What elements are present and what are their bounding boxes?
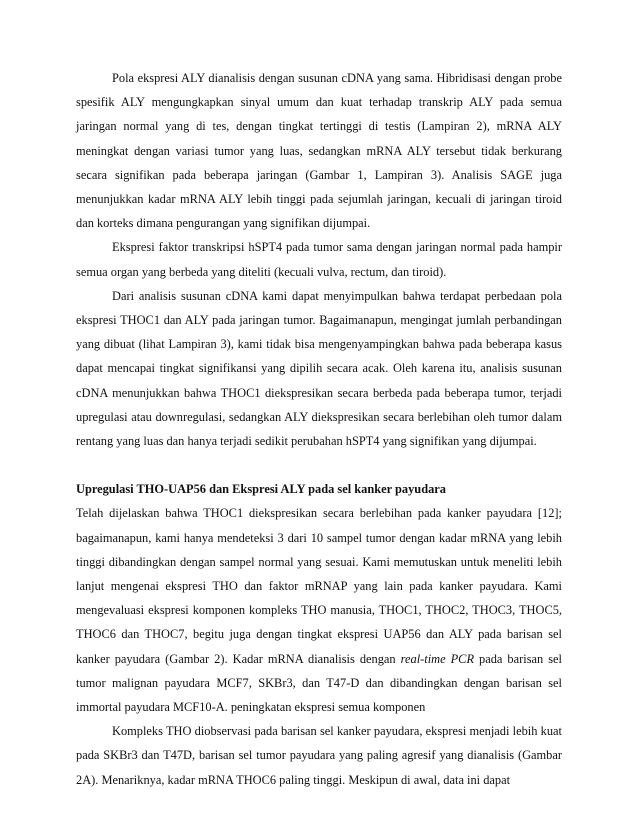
- paragraph-breast-cancer: [76, 501, 562, 719]
- paragraph-cdna-conclusion: Dari analisis susunan cDNA kami dapat menyimpulkan bahwa terdapat perbedaan pola ekspresi THOC1 dan ALY pada jaringan tumor. Bagaimanapun, mengingat jumlah perbandingan yang dibuat (lihat Lampiran 3), kami tidak bisa mengenyampingkan bahwa pada beberapa kasus dapat mencapai tingkat signifikansi yang dipilih secara acak. Oleh karena itu, analisis susunan cDNA menunjukkan bahwa THOC1 diekspresikan secara berbeda pada beberapa tumor, terjadi upregulasi atau downregulasi, sedangkan ALY diekspresikan secara berlebihan oleh tumor dalam rentang yang luas dan hanya terjadi sedikit perubahan hSPT4 yang signifikan yang dijumpai.: [76, 288, 562, 449]
- paragraph-text-start: Telah dijelaskan bahwa THOC1 diekspresikan secara berlebihan pada kanker payudara [12]; bagaimanapun, kami hanya mendeteksi 3 dari 10 sampel tumor dengan kadar mRNA yang lebih tinggi dibandingkan dengan sampel normal yang sesuai. Kami memutuskan untuk meneliti lebih lanjut mengenai ekspresi THO dan faktor mRNAP yang lain pada kanker payudara. Kami mengevaluasi ekspresi komponen kompleks THO manusia, THOC1, THOC2, THOC3, THOC5, THOC6 dan THOC7, begitu juga dengan tingkat ekspresi UAP56 dan ALY pada barisan sel kanker payudara (Gambar 2). Kadar mRNA dianalisis dengan: [76, 506, 562, 666]
- section-gap: [76, 453, 562, 477]
- paragraph-hspt4-expression: Ekspresi faktor transkripsi hSPT4 pada tumor sama dengan jaringan normal pada hampir semua organ yang berbeda yang diteliti (kecuali vulva, rectum, dan tiroid).: [76, 240, 562, 279]
- paragraph-tho-complex: Kompleks THO diobservasi pada barisan sel kanker payudara, ekspresi menjadi lebih kuat pada SKBr3 dan T47D, barisan sel tumor payudara yang paling agresif yang dianalisis (Gambar 2A). Menariknya, kadar mRNA THOC6 paling tinggi. Meskipun di awal, data ini dapat: [76, 724, 562, 787]
- paragraph-text-end: pada barisan sel tumor malignan payudara MCF7, SKBr3, dan T47-D dan dibandingkan dengan barisan sel immortal payudara MCF10-A. peningkatan ekspresi semua komponen: [76, 651, 562, 715]
- italic-term: real-time PCR: [400, 651, 475, 666]
- document-page: [76, 66, 562, 792]
- paragraph-aly-expression: Pola ekspresi ALY dianalisis dengan susunan cDNA yang sama. Hibridisasi dengan probe spesifik ALY mengungkapkan sinyal umum dan kuat terhadap transkrip ALY pada semua jaringan normal yang di tes, dengan tingkat tertinggi di testis (Lampiran 2), mRNA ALY meningkat dengan variasi tumor yang luas, sedangkan mRNA ALY tersebut tidak berkurang secara signifikan pada beberapa jaringan (Gambar 1, Lampiran 3). Analisis SAGE juga menunjukkan kadar mRNA ALY lebih tinggi pada sejumlah jaringan, kecuali di jaringan tiroid dan korteks dimana pengurangan yang signifikan dijumpai.: [76, 71, 562, 231]
- section-heading: Upregulasi THO-UAP56 dan Ekspresi ALY pada sel kanker payudara: [76, 482, 446, 497]
